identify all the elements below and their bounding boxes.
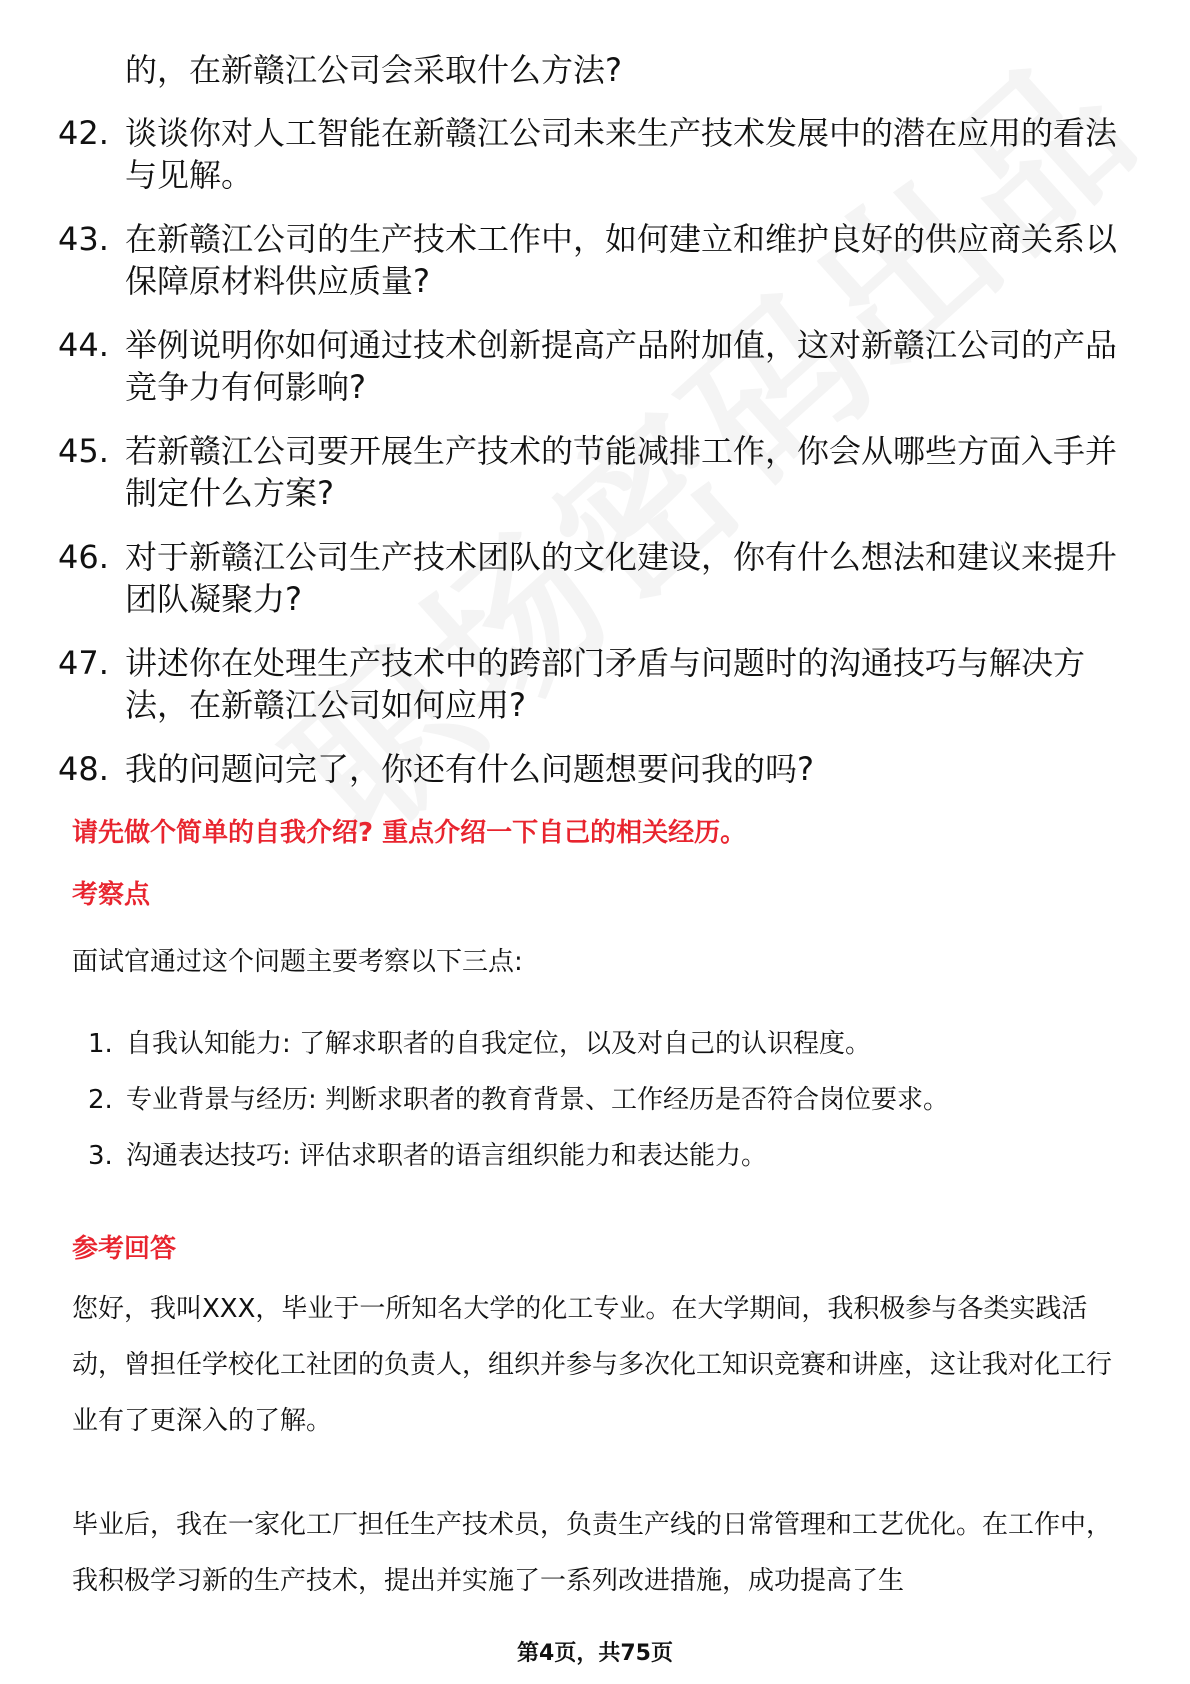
question-text: 讲述你在处理生产技术中的跨部门矛盾与问题时的沟通技巧与解决方法，在新赣江公司如何应用? — [125, 644, 1086, 724]
point-text: 自我认知能力: 了解求职者的自我定位，以及对自己的认识程度。 — [126, 1029, 872, 1059]
question-continuation: 的，在新赣江公司会采取什么方法? — [125, 51, 622, 89]
question-number: 47. — [58, 644, 109, 682]
question-text: 举例说明你如何通过技术创新提高产品附加值，这对新赣江公司的产品竞争力有何影响? — [125, 326, 1118, 406]
list-item — [58, 218, 1118, 302]
observation-title: 考察点 — [72, 880, 151, 910]
point-number: 2. — [88, 1085, 113, 1115]
list-item — [58, 324, 1118, 408]
point-number: 1. — [88, 1029, 113, 1059]
list-item — [58, 430, 1118, 514]
list-item — [58, 112, 1118, 196]
point-text: 沟通表达技巧: 评估求职者的语言组织能力和表达能力。 — [126, 1141, 768, 1171]
question-text: 谈谈你对人工智能在新赣江公司未来生产技术发展中的潜在应用的看法与见解。 — [125, 114, 1118, 194]
list-item — [88, 1082, 949, 1118]
list-item — [58, 642, 1118, 726]
question-number: 43. — [58, 220, 109, 258]
point-number: 3. — [88, 1141, 113, 1171]
answer-paragraph: 毕业后，我在一家化工厂担任生产技术员，负责生产线的日常管理和工艺优化。在工作中，我积极学习新的生产技术，提出并实施了一系列改进措施，成功提高了生 — [72, 1510, 1113, 1596]
observation-points — [88, 1026, 949, 1194]
question-number: 42. — [58, 114, 109, 152]
question-list — [58, 112, 1118, 812]
list-item — [88, 1138, 949, 1174]
question-number: 44. — [58, 326, 109, 364]
question-number: 45. — [58, 432, 109, 470]
question-number: 46. — [58, 538, 109, 576]
answer-paragraph: 您好，我叫XXX，毕业于一所知名大学的化工专业。在大学期间，我积极参与各类实践活动，曾担任学校化工社团的负责人，组织并参与多次化工知识竞赛和讲座，这让我对化工行业有了更深入的了解。 — [72, 1294, 1113, 1436]
list-item — [58, 536, 1118, 620]
answer-title: 参考回答 — [72, 1234, 177, 1264]
point-text: 专业背景与经历: 判断求职者的教育背景、工作经历是否符合岗位要求。 — [126, 1085, 950, 1115]
section-question-heading: 请先做个简单的自我介绍? 重点介绍一下自己的相关经历。 — [72, 818, 747, 848]
question-text: 我的问题问完了，你还有什么问题想要问我的吗? — [125, 750, 814, 788]
question-text: 对于新赣江公司生产技术团队的文化建设，你有什么想法和建议来提升团队凝聚力? — [125, 538, 1118, 618]
page-footer: 第4页，共75页 — [517, 1641, 673, 1666]
list-item — [88, 1026, 949, 1062]
list-item — [58, 748, 1118, 790]
observation-intro: 面试官通过这个问题主要考察以下三点: — [72, 947, 523, 977]
question-text: 在新赣江公司的生产技术工作中，如何建立和维护良好的供应商关系以保障原材料供应质量? — [125, 220, 1118, 300]
question-text: 若新赣江公司要开展生产技术的节能减排工作，你会从哪些方面入手并制定什么方案? — [125, 432, 1118, 512]
question-number: 48. — [58, 750, 109, 788]
